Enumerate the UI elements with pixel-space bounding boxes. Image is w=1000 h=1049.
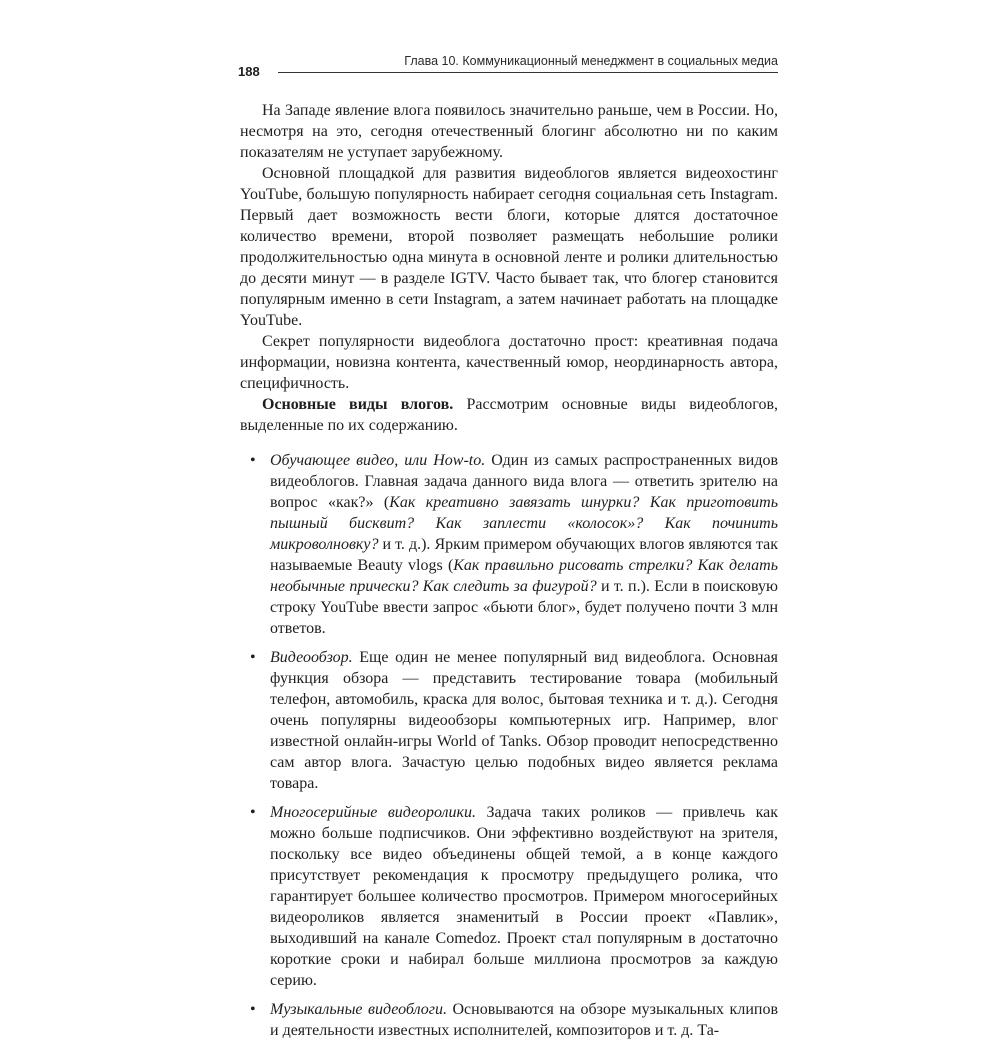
list-item-italic: Как креативно завязать шнурки? Как приготовить пышный бисквит? Как заплести «колосок»? Как починить микроволновку? <box>270 494 778 553</box>
list-item-howto <box>240 450 778 639</box>
section-heading: Основные виды влогов. <box>262 396 454 413</box>
running-title: Глава 10. Коммуникационный менеджмент в социальных медиа <box>404 54 778 68</box>
list-item-term: Видеообзор. <box>270 649 353 666</box>
list-item-term: Многосерийные видеоролики. <box>270 804 477 821</box>
list-item-text: и т. д.). Ярким примером обучающих влогов являются так называемые Beauty vlogs ( <box>270 536 778 574</box>
list-item-text: Один из самых распространенных видов видеоблогов. Главная задача данного вида влога — ответить зрителю на вопрос «как?» ( <box>270 452 779 511</box>
bullet-icon: • <box>250 452 256 469</box>
list-item-term: Музыкальные видеоблоги. <box>270 1001 447 1018</box>
bullet-icon: • <box>250 804 256 821</box>
page-header <box>238 52 778 78</box>
list-item-review <box>240 647 778 794</box>
paragraph-3: Секрет популярности видеоблога достаточно прост: креативная подача информации, новизна контента, качественный юмор, неординарность автора, специфичность. <box>240 333 778 392</box>
list-item-term: Обучающее видео, или How-to. <box>270 452 486 469</box>
paragraph-2: Основной площадкой для развития видеоблогов является видеохостинг YouTube, большую популярность набирает сегодня социальная сеть Instagram. Первый дает возможность вести блоги, которые длятся достаточное количество времени, второй позволяет размещать небольшие ролики продолжительностью одна минута в основной ленте и ролики длительностью до десяти минут — в разделе IGTV. Часто бывает так, что блогер становится популярным именно в сети Instagram, а затем начинает работать на площадке YouTube. <box>240 165 778 329</box>
list-item-music <box>240 999 778 1041</box>
list-item-italic: Как правильно рисовать стрелки? Как делать необычные прически? Как следить за фигурой? <box>270 557 778 595</box>
vlog-types-list <box>240 450 778 1041</box>
list-item-text: Еще один не менее популярный вид видеоблога. Основная функция обзора — представить тестирование товара (мобильный телефон, автомобиль, краска для волос, бытовая техника и т. д.). Сегодня очень популярны видеообзоры компьютерных игр. Например, влог известной онлайн-игры World of Tanks. Обзор проводит непосредственно сам автор влога. Зачастую целью подобных видео является реклама товара. <box>270 649 778 792</box>
page-body <box>240 100 778 1049</box>
bullet-icon: • <box>250 649 256 666</box>
list-item-text: Задача таких роликов — привлечь как можно больше подписчиков. Они эффективно воздействуют на зрителя, поскольку все видео объединены общей темой, а в конце каждого присутствует рекомендация к просмотру предыдущего ролика, что гарантирует большее количество просмотров. Примером многосерийных видеороликов является знаменитый в России проект «Павлик», выходивший на канале Comedoz. Проект стал популярным в достаточно короткие сроки и набирал больше миллиона просмотров за каждую серию. <box>270 804 779 989</box>
page-number: 188 <box>238 64 260 79</box>
list-item-text: и т. п.). Если в поисковую строку YouTube ввести запрос «бьюти блог», будет получено почти 3 млн ответов. <box>270 578 778 637</box>
paragraph-1: На Западе явление влога появилось значительно раньше, чем в России. Но, несмотря на это, сегодня отечественный блогинг абсолютно ни по каким показателям не уступает зарубежному. <box>240 102 778 161</box>
list-item-series <box>240 802 778 991</box>
section-intro: Рассмотрим основные виды видеоблогов, выделенные по их содержанию. <box>240 396 779 434</box>
section-paragraph <box>240 394 778 436</box>
header-rule <box>278 72 778 73</box>
list-item-text: Основываются на обзоре музыкальных клипов и деятельности известных исполнителей, композиторов и т. д. Та- <box>270 1001 778 1039</box>
bullet-icon: • <box>250 1001 256 1018</box>
